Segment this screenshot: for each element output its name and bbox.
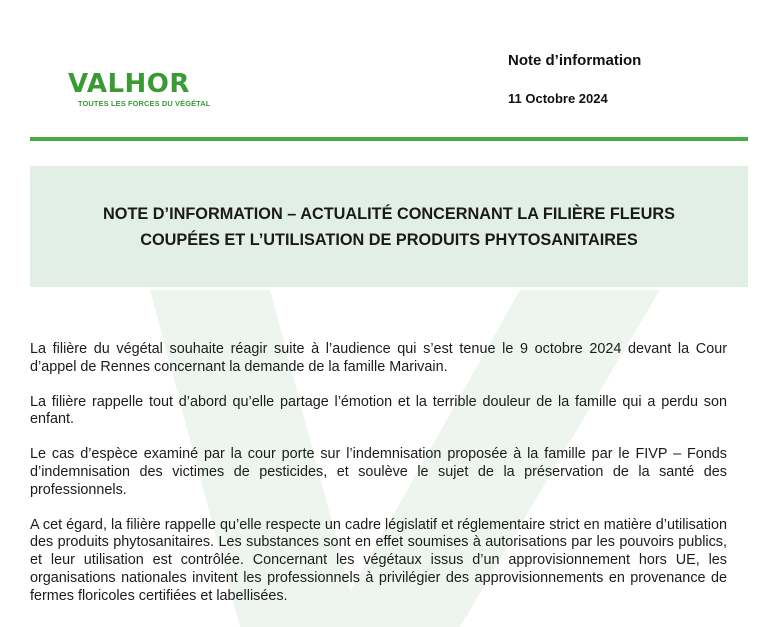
document-body [30,341,727,623]
paragraph-2: La filière rappelle tout d’abord qu’elle partage l’émotion et la terrible douleur de la famille qui a perdu son enfant. [30,393,727,428]
title-line-2: COUPÉES ET L’UTILISATION DE PRODUITS PHYTOSANITAIRES [140,230,638,249]
paragraph-1: La filière du végétal souhaite réagir suite à l’audience qui s’est tenue le 9 octobre 2024 devant la Cour d’appel de Rennes concernant la demande de la famille Marivain. [30,341,727,375]
title-banner [30,166,748,287]
valhor-logo [68,70,210,108]
title-line-1: NOTE D’INFORMATION – ACTUALITÉ CONCERNANT LA FILIÈRE FLEURS [103,204,675,223]
document-title [64,201,714,253]
document-type: Note d’information [508,52,642,69]
logo-wordmark: VALHOR [68,69,190,99]
document-date: 11 Octobre 2024 [508,91,608,106]
paragraph-4: A cet égard, la filière rappelle qu’elle respecte un cadre législatif et réglementaire strict en matière d’utilisation des produits phytosanitaires. Les substances sont en effet soumises à autorisations par les pouvoirs publics, et leur utilisation est contrôlée. Concernant les végétaux issus d’un approvisionnement hors UE, les organisations nationales invitent les professionnels à privilégier des approvisionnements en provenance de fermes floricoles certifiées et labellisées. [30,516,727,604]
paragraph-3: Le cas d’espèce examiné par la cour porte sur l’indemnisation proposée à la famille par le FIVP – Fonds d’indemnisation des victimes de pesticides, et soulève le sujet de la préservation de la santé des professionnels. [30,446,727,498]
logo-tagline: TOUTES LES FORCES DU VÉGÉTAL [78,99,211,108]
header-divider [30,137,748,141]
